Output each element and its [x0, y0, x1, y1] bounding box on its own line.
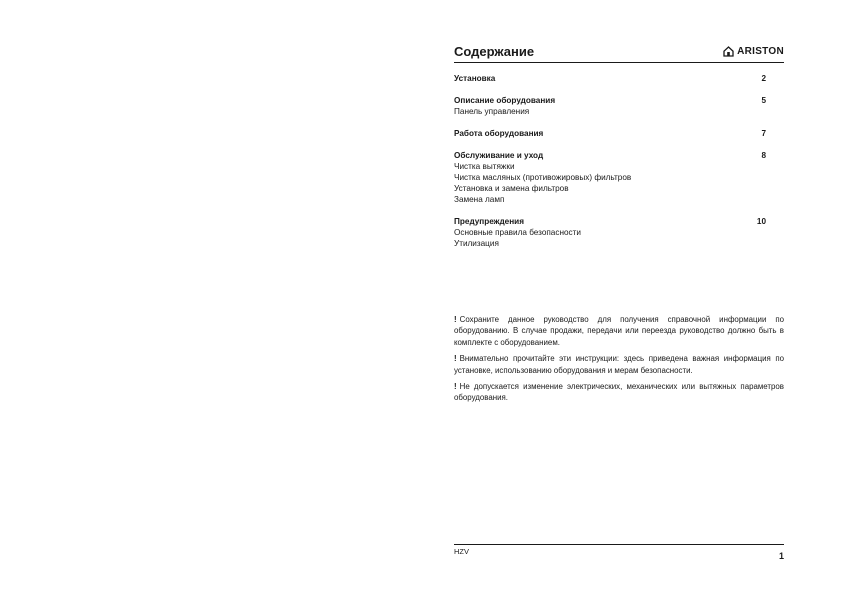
toc-section-title[interactable]: Установка [454, 74, 496, 83]
toc-subitem[interactable]: Утилизация [454, 239, 499, 248]
note-text: Сохраните данное руководство для получения справочной информации по оборудованию. В случае продажи, передачи или переезда руководство должно быть в комплекте с оборудованием. [454, 315, 784, 347]
toc-subitem[interactable]: Замена ламп [454, 195, 505, 204]
page-header [454, 42, 784, 64]
toc-subitem[interactable]: Панель управления [454, 107, 530, 116]
toc-section [454, 216, 766, 249]
toc-page-number: 5 [761, 96, 766, 105]
page-number: 1 [778, 551, 784, 561]
toc-page-number: 7 [761, 129, 766, 138]
exclamation-mark: ! [454, 315, 457, 324]
toc-section [454, 73, 766, 84]
toc-page-number: 10 [756, 217, 766, 226]
toc-section-title[interactable]: Работа оборудования [454, 129, 544, 138]
toc-section-title[interactable]: Предупреждения [454, 217, 524, 226]
toc-subitem[interactable]: Чистка вытяжки [454, 162, 515, 171]
page-title: Содержание [454, 44, 535, 59]
note-text: Не допускается изменение электрических, механических или вытяжных параметров оборудования. [454, 382, 784, 403]
toc-subitem[interactable]: Установка и замена фильтров [454, 184, 569, 193]
toc-page-number: 8 [761, 151, 766, 160]
footer-divider [454, 544, 784, 545]
house-icon [723, 46, 734, 57]
exclamation-mark: ! [454, 382, 457, 392]
toc-section [454, 95, 766, 117]
toc-section-title[interactable]: Обслуживание и уход [454, 151, 544, 160]
model-code: HZV [454, 547, 469, 556]
manual-page [454, 42, 784, 562]
note-paragraph [454, 353, 784, 376]
table-of-contents [454, 73, 766, 260]
brand-name: ARISTON [737, 46, 784, 57]
note-paragraph [454, 381, 784, 404]
exclamation-mark: ! [454, 354, 457, 364]
toc-section-title[interactable]: Описание оборудования [454, 96, 556, 105]
toc-page-number: 2 [761, 74, 766, 83]
header-divider [454, 62, 784, 63]
toc-section [454, 150, 766, 205]
note-text: Внимательно прочитайте эти инструкции: здесь приведена важная информация по установке, использованию оборудования и мерам безопасности. [454, 354, 784, 375]
toc-subitem[interactable]: Чистка масляных (противожировых) фильтров [454, 173, 632, 182]
note-paragraph [454, 314, 784, 348]
toc-section [454, 128, 766, 139]
toc-subitem[interactable]: Основные правила безопасности [454, 228, 581, 237]
notes-block [454, 314, 784, 409]
brand-logo [723, 46, 784, 57]
